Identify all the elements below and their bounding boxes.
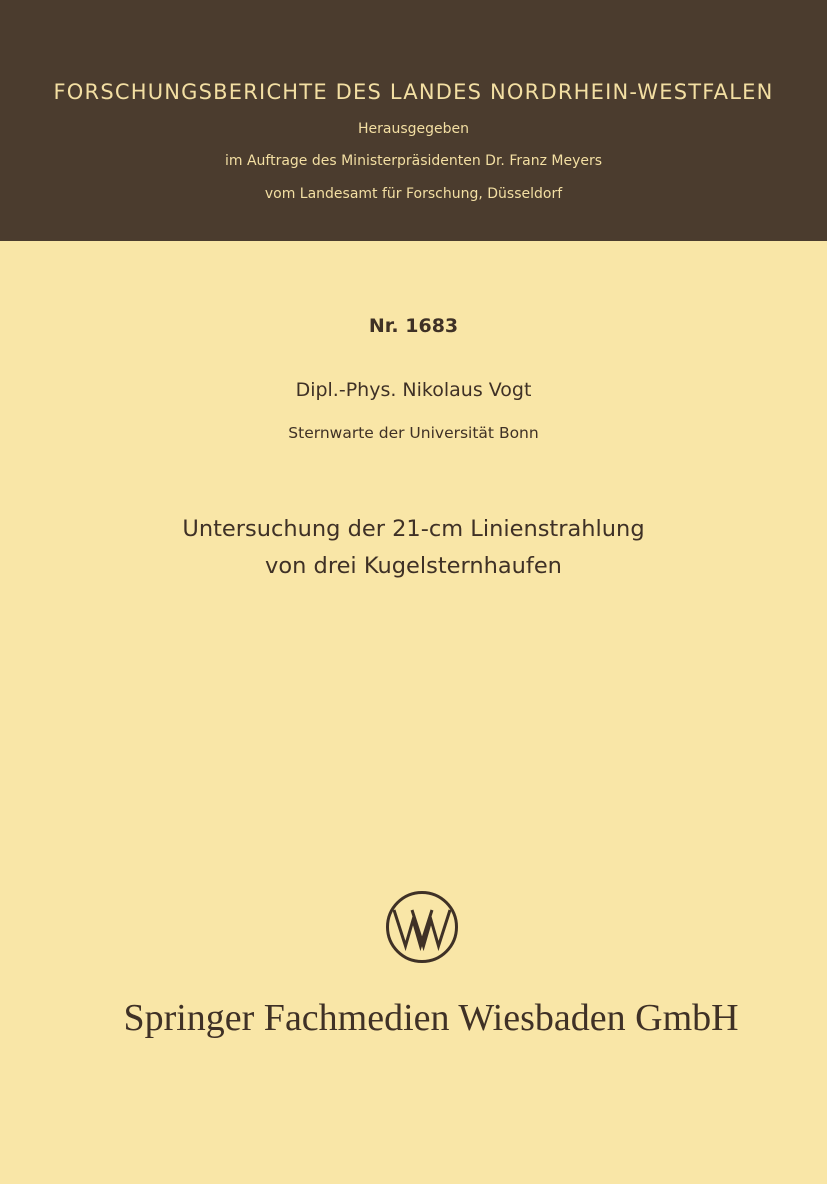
- commission-line: im Auftrage des Ministerpräsidenten Dr. Franz Meyers: [224, 153, 603, 169]
- editor-line: Herausgegeben: [357, 121, 469, 137]
- series-title: FORSCHUNGSBERICHTE DES LANDES NORDRHEIN-WESTFALEN: [53, 80, 774, 104]
- ww-logo-icon: [384, 889, 460, 965]
- author-name: Dipl.-Phys. Nikolaus Vogt: [295, 379, 532, 401]
- report-title-line-1: Untersuchung der 21-cm Linienstrahlung: [182, 516, 645, 542]
- header-band: [0, 0, 827, 241]
- publisher-name: Springer Fachmedien Wiesbaden GmbH: [123, 997, 739, 1039]
- author-affiliation: Sternwarte der Universität Bonn: [288, 424, 539, 442]
- institution-line: vom Landesamt für Forschung, Düsseldorf: [264, 186, 563, 202]
- report-title-line-2: von drei Kugelsternhaufen: [265, 553, 562, 579]
- report-number: Nr. 1683: [368, 315, 459, 337]
